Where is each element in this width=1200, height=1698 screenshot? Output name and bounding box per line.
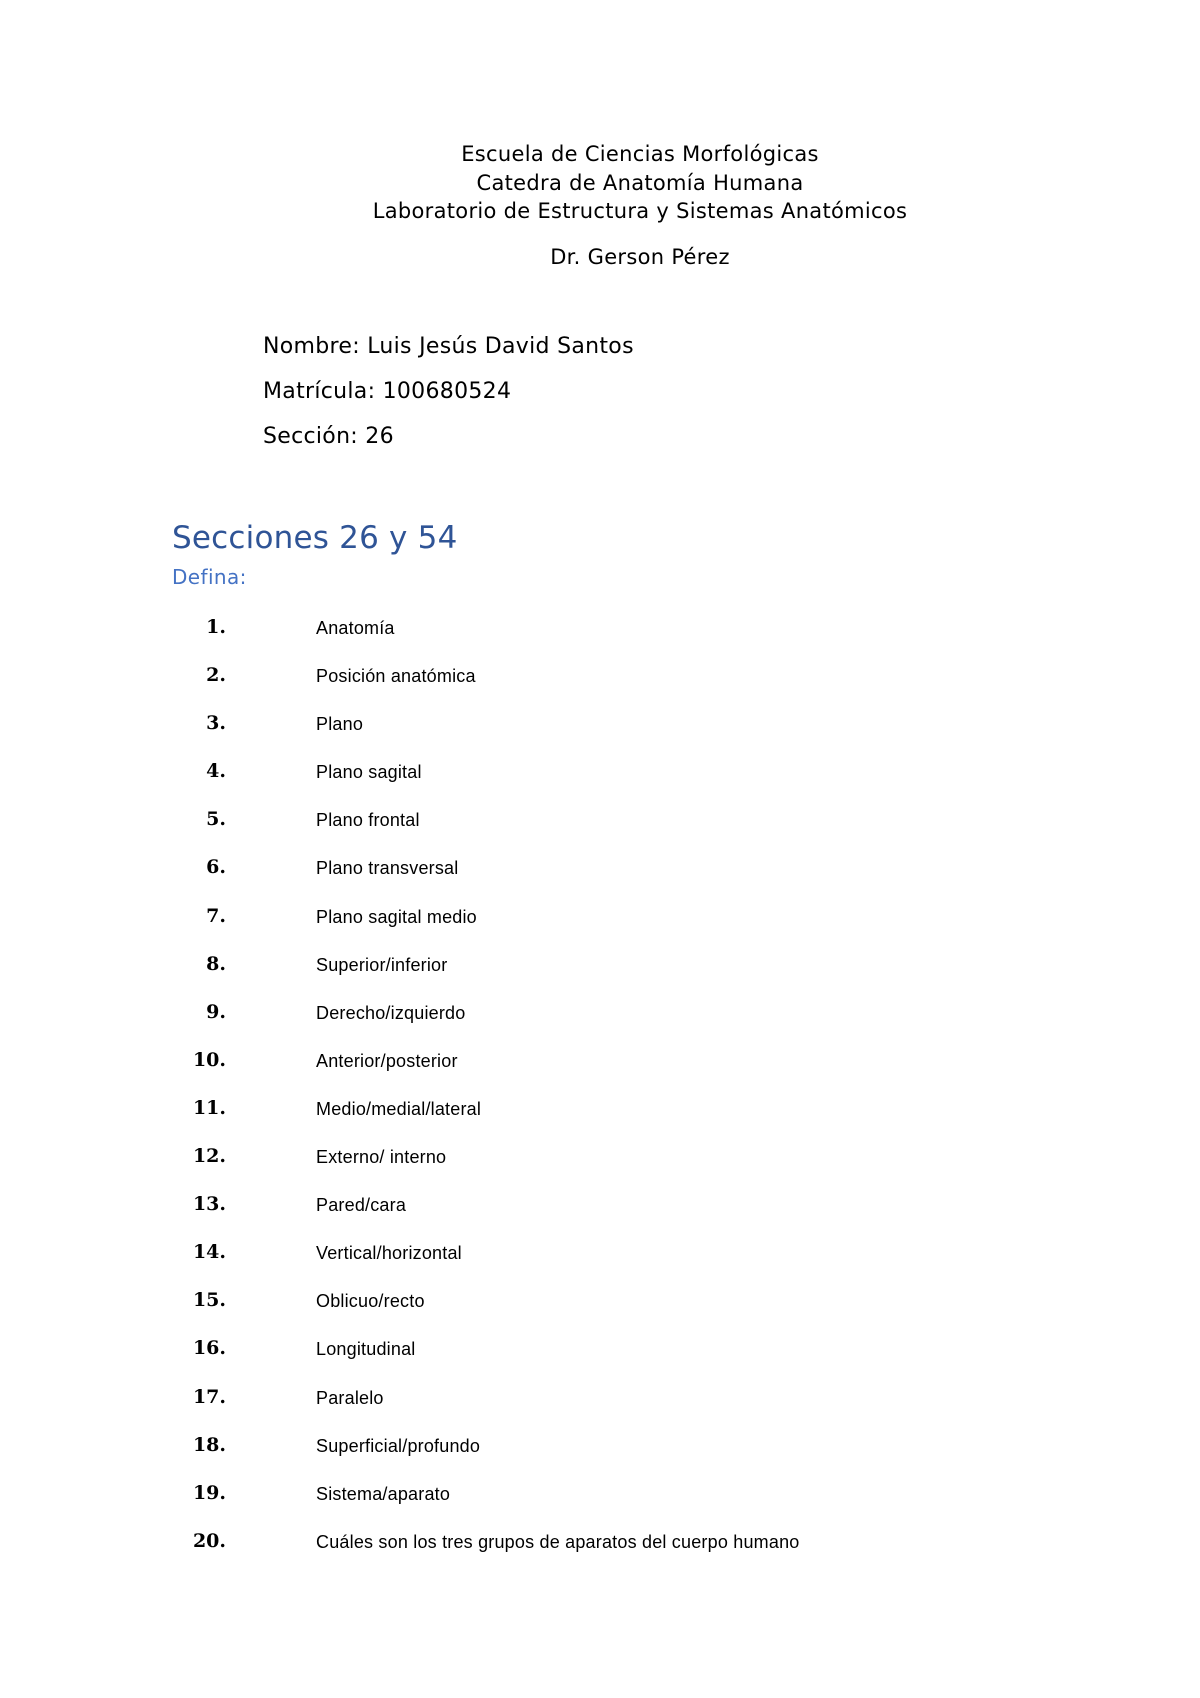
- item-number: 6.: [206, 856, 226, 879]
- list-item: [0, 1528, 1200, 1576]
- item-text: Pared/cara: [316, 1195, 407, 1216]
- list-item: [0, 903, 1200, 951]
- item-number: 2.: [206, 664, 226, 687]
- item-text: Plano sagital: [316, 762, 422, 783]
- list-item: [0, 806, 1200, 854]
- list-item: [0, 1384, 1200, 1432]
- list-item: [0, 854, 1200, 902]
- list-item: [0, 710, 1200, 758]
- item-text: Externo/ interno: [316, 1147, 447, 1168]
- item-number: 3.: [206, 712, 226, 735]
- document-header: [0, 140, 1200, 271]
- item-text: Plano frontal: [316, 810, 420, 831]
- item-number: 13.: [192, 1193, 226, 1216]
- list-item: [0, 1432, 1200, 1480]
- list-item: [0, 1335, 1200, 1383]
- item-text: Anterior/posterior: [316, 1050, 458, 1071]
- student-name: Nombre: Luis Jesús David Santos: [263, 334, 634, 359]
- list-item: [0, 1143, 1200, 1191]
- list-item: [0, 614, 1200, 662]
- list-item: [0, 758, 1200, 806]
- item-number: 15.: [192, 1289, 226, 1312]
- item-text: Paralelo: [316, 1387, 384, 1408]
- item-number: 8.: [206, 952, 226, 975]
- item-number: 19.: [192, 1481, 226, 1504]
- item-text: Plano transversal: [316, 858, 459, 879]
- item-number: 16.: [192, 1337, 226, 1360]
- item-text: Cuáles son los tres grupos de aparatos del cuerpo humano: [316, 1531, 800, 1552]
- item-number: 10.: [192, 1048, 226, 1071]
- item-text: Superficial/profundo: [316, 1435, 481, 1456]
- item-text: Posición anatómica: [316, 666, 476, 687]
- item-text: Sistema/aparato: [316, 1483, 451, 1504]
- item-number: 4.: [206, 760, 226, 783]
- item-number: 12.: [192, 1145, 226, 1168]
- item-text: Medio/medial/lateral: [316, 1098, 482, 1119]
- list-item: [0, 1239, 1200, 1287]
- chair-name: Catedra de Anatomía Humana: [476, 170, 804, 195]
- item-number: 7.: [206, 904, 226, 927]
- item-number: 11.: [192, 1096, 226, 1119]
- section-subtitle: Defina:: [172, 565, 247, 589]
- list-item: [0, 662, 1200, 710]
- item-number: 17.: [192, 1385, 226, 1408]
- item-text: Longitudinal: [316, 1339, 416, 1360]
- item-text: Superior/inferior: [316, 954, 448, 975]
- list-item: [0, 1191, 1200, 1239]
- list-item: [0, 1480, 1200, 1528]
- item-text: Plano: [316, 714, 364, 735]
- item-number: 5.: [206, 808, 226, 831]
- item-text: Vertical/horizontal: [316, 1243, 462, 1264]
- doctor-name: Dr. Gerson Pérez: [550, 244, 730, 269]
- student-info: [263, 332, 634, 467]
- item-number: 20.: [192, 1529, 226, 1552]
- list-item: [0, 1047, 1200, 1095]
- item-number: 1.: [206, 616, 226, 638]
- item-number: 14.: [192, 1241, 226, 1264]
- school-name: Escuela de Ciencias Morfológicas: [461, 142, 819, 166]
- list-item: [0, 1287, 1200, 1335]
- item-text: Oblicuo/recto: [316, 1291, 425, 1312]
- item-text: Anatomía: [316, 618, 395, 638]
- student-id: Matrícula: 100680524: [263, 379, 512, 404]
- student-section: Sección: 26: [263, 424, 394, 449]
- definition-list: [0, 614, 1200, 1576]
- list-item: [0, 999, 1200, 1047]
- item-text: Plano sagital medio: [316, 906, 477, 927]
- item-number: 9.: [206, 1000, 226, 1023]
- lab-name: Laboratorio de Estructura y Sistemas Anatómicos: [372, 199, 908, 223]
- list-item: [0, 951, 1200, 999]
- list-item: [0, 1095, 1200, 1143]
- item-number: 18.: [192, 1433, 226, 1456]
- item-text: Derecho/izquierdo: [316, 1002, 466, 1023]
- section-title: Secciones 26 y 54: [172, 520, 458, 556]
